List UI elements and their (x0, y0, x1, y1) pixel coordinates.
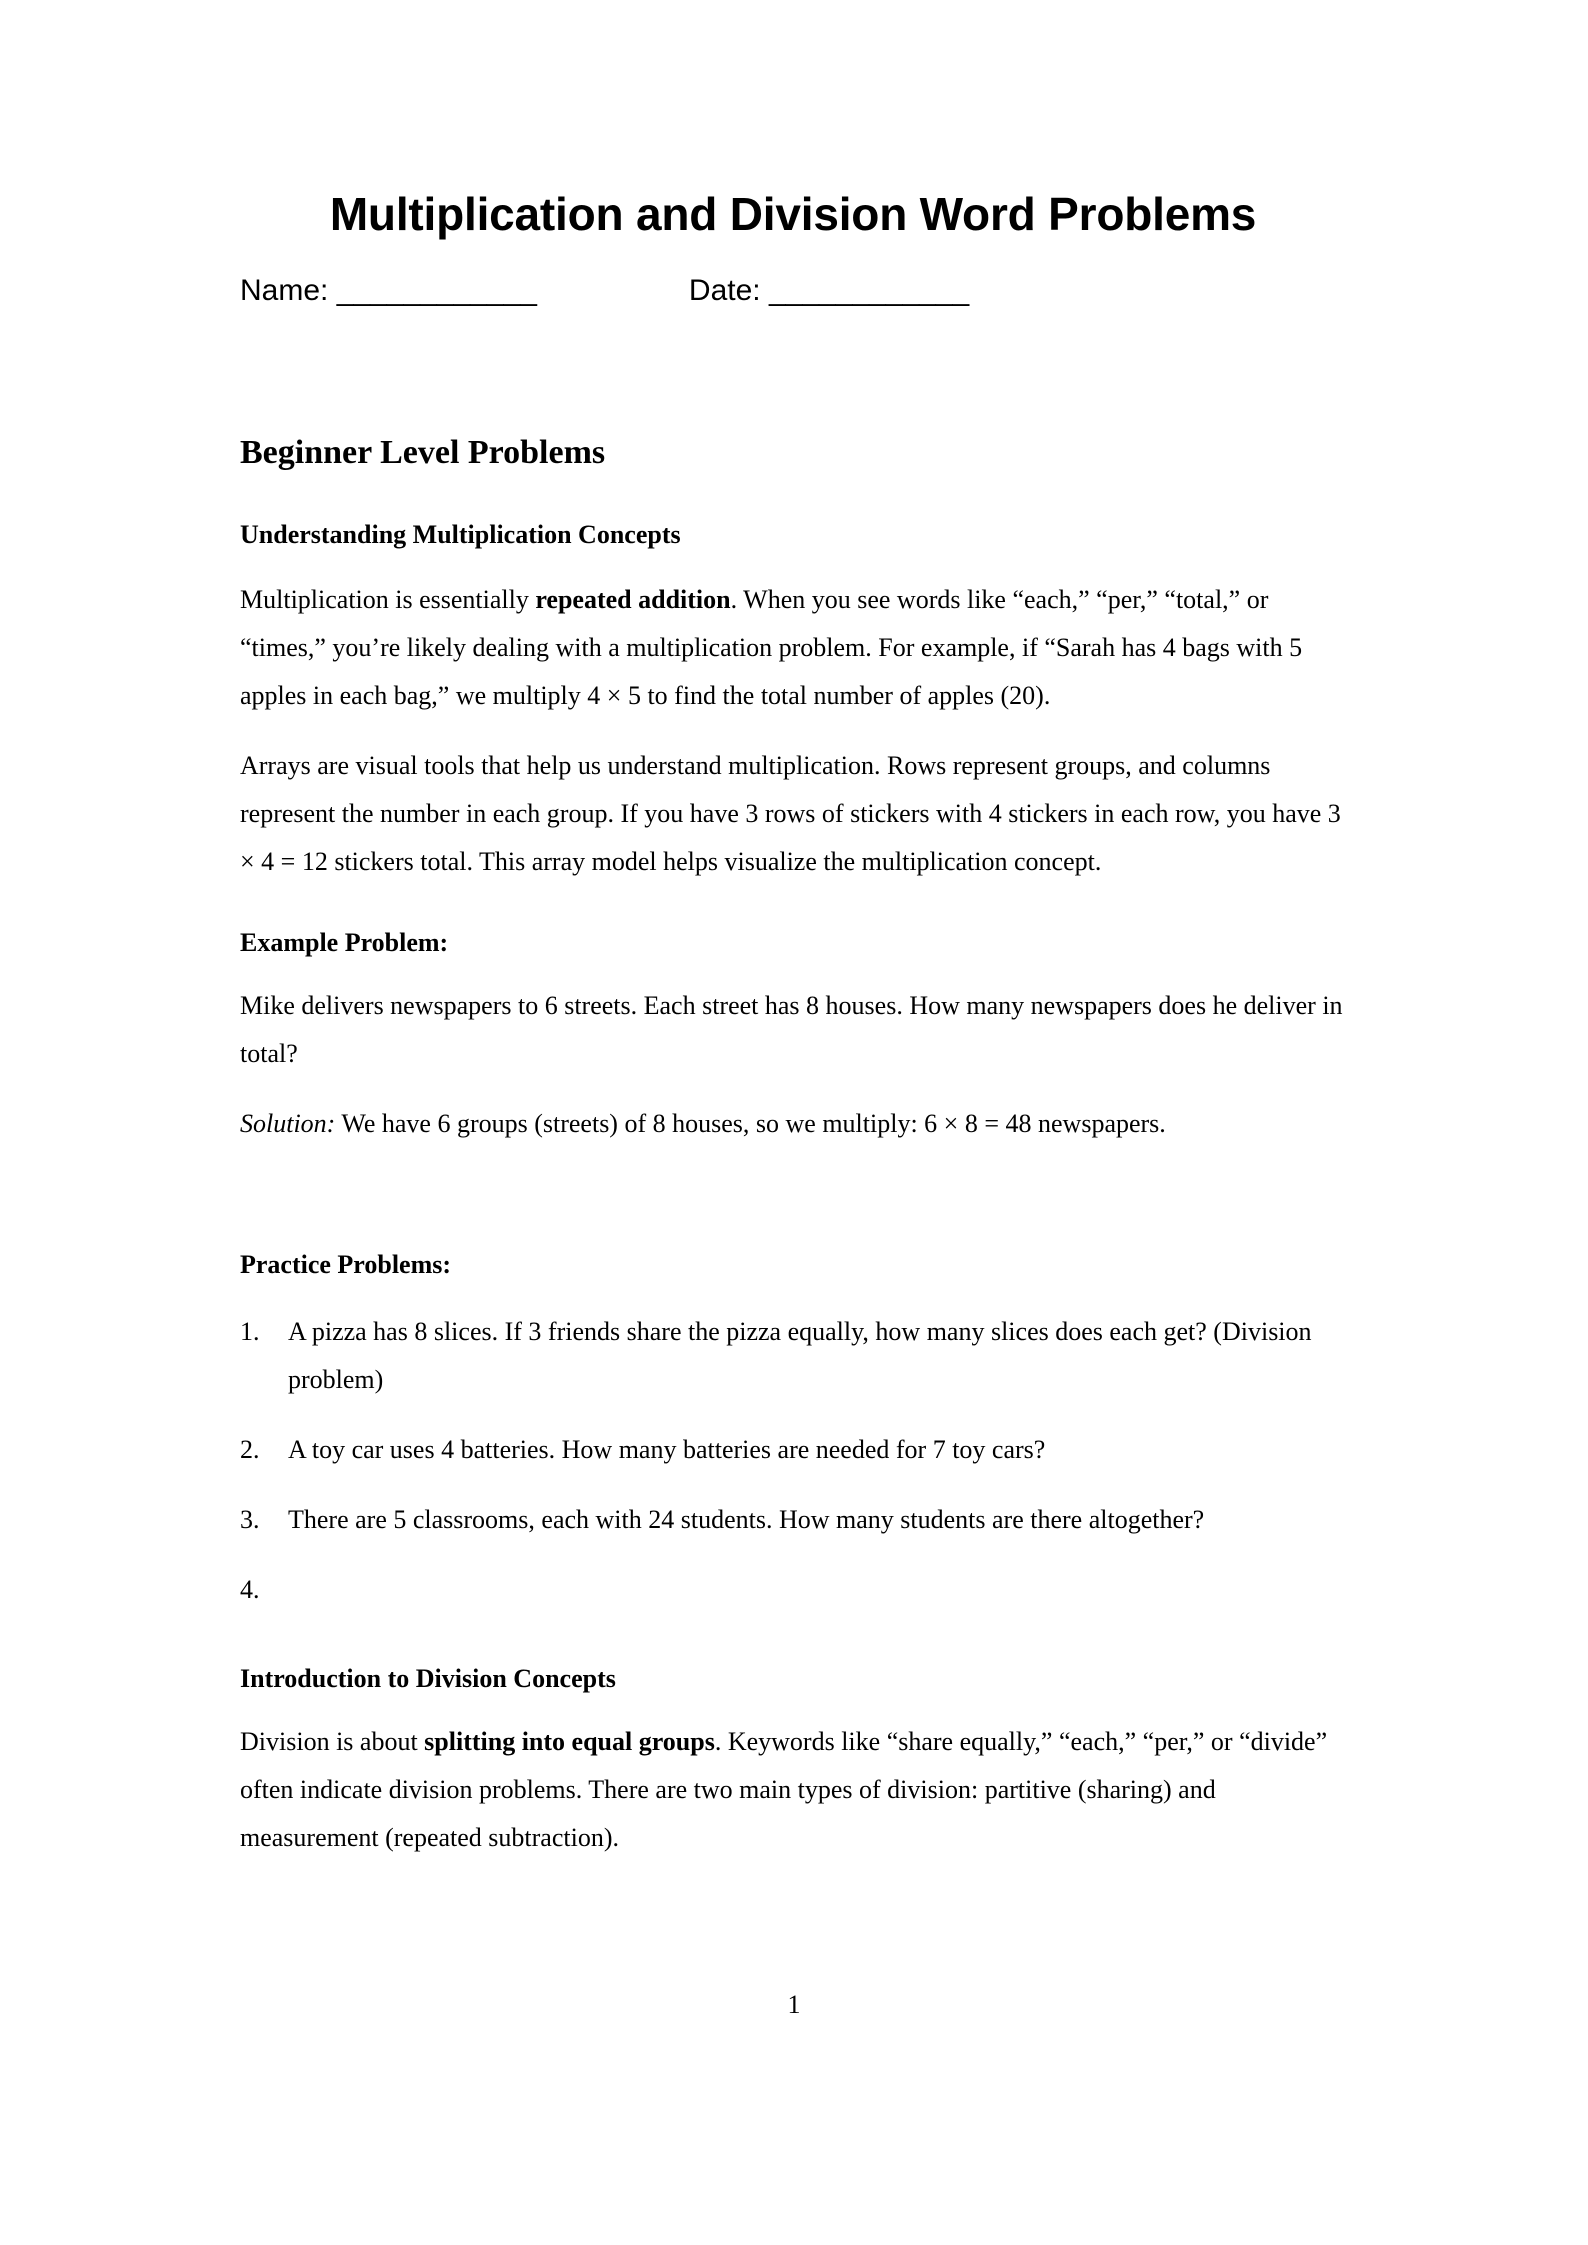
solution-label: Solution: (240, 1109, 336, 1138)
list-item (240, 1308, 1346, 1404)
practice-problems-list (240, 1282, 1346, 1614)
page-title: Multiplication and Division Word Problems (329, 188, 1257, 240)
paragraph-text-part: . When you see words like “each,” “per,” “total,” or “times,” you’re likely dealing with a multiplication problem. For example, if “Sarah has 4 bags with 5 apples in each bag,” we multiply 4 × 5 to find the total number of apples (20). (240, 585, 1303, 710)
section-heading-beginner-level: Beginner Level Problems (240, 434, 606, 471)
name-date-row (240, 242, 1346, 312)
solution-text: We have 6 groups (streets) of 8 houses, so we multiply: 6 × 8 = 48 newspapers. (335, 1109, 1166, 1138)
emphasis-splitting-into-equal-groups: splitting into equal groups (424, 1727, 715, 1756)
list-item (240, 1496, 1346, 1544)
list-item (240, 1426, 1346, 1474)
paragraph-multiplication-intro (240, 552, 1346, 720)
paragraph-text-part: . Keywords like “share equally,” “each,” “per,” or “divide” often indicate division problems. There are two main types of division: partitive (sharing) and measurement (repeated subtraction). (240, 1727, 1328, 1852)
paragraph-text-part: Multiplication is essentially (240, 585, 536, 614)
list-item (240, 1566, 1346, 1614)
document-content (240, 0, 1346, 1862)
subsection-heading-example-problem: Example Problem: (240, 928, 449, 957)
paragraph-example-problem: Mike delivers newspapers to 6 streets. Each street has 8 houses. How many newspapers does he deliver in total? (240, 991, 1343, 1068)
paragraph-division-intro (240, 1696, 1346, 1862)
subsection-heading-understanding-multiplication: Understanding Multiplication Concepts (240, 520, 681, 549)
paragraph-arrays: Arrays are visual tools that help us understand multiplication. Rows represent groups, and columns represent the number in each group. If you have 3 rows of stickers with 4 stickers in each row, you have 3 × 4 = 12 stickers total. This array model helps visualize the multiplication concept. (240, 751, 1341, 876)
subsection-heading-practice-problems: Practice Problems: (240, 1250, 452, 1279)
paragraph-solution (240, 1078, 1346, 1148)
subsection-heading-introduction-to-division: Introduction to Division Concepts (240, 1664, 616, 1693)
emphasis-repeated-addition: repeated addition (535, 585, 731, 614)
list-item-text: A pizza has 8 slices. If 3 friends share the pizza equally, how many slices does each get? (Division problem) (288, 1317, 1312, 1394)
paragraph-text-part: Division is about (240, 1727, 425, 1756)
page-number-footer: 1 (787, 1990, 801, 2019)
list-item-text: A toy car uses 4 batteries. How many batteries are needed for 7 toy cars? (288, 1435, 1046, 1464)
name-field-label: Name: ____________ (240, 274, 537, 307)
date-field-label: Date: ____________ (688, 274, 970, 307)
list-item-text: There are 5 classrooms, each with 24 students. How many students are there altogether? (288, 1505, 1205, 1534)
